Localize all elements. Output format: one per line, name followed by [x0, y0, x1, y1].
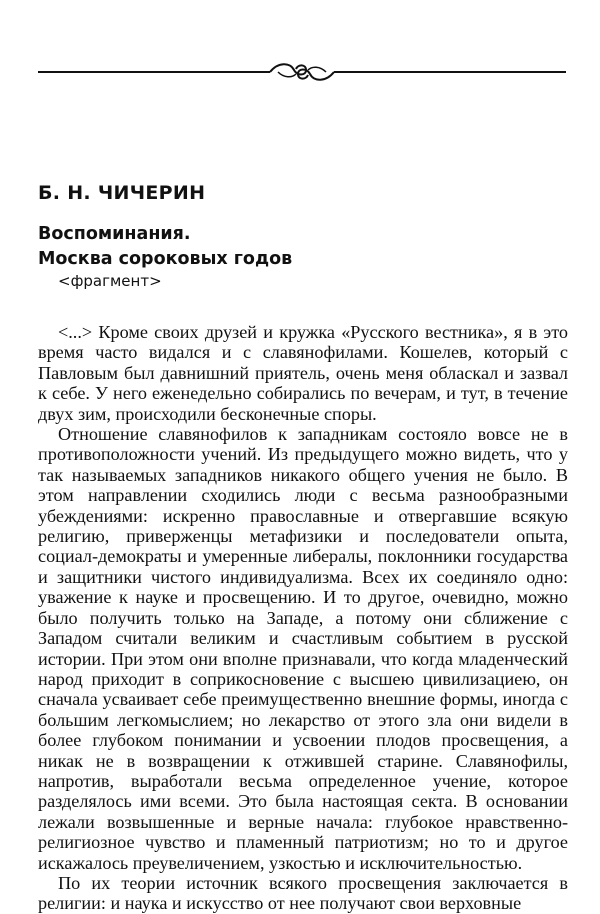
title-line-1: Воспоминания.	[38, 224, 191, 244]
subtitle: <фрагмент>	[58, 272, 162, 290]
paragraph: <...> Кроме своих друзей и кружка «Русского вестника», я в это время часто видался и с славянофилами. Кошелев, который с Павловым был давнишний приятель, очень меня обласкал и зазвал к себе. У него еженедельно собирались по вечерам, и тут, в течение двух зим, происходили бесконечные споры.	[38, 322, 568, 424]
article-title	[38, 222, 292, 272]
paragraph: По их теории источник всякого просвещения заключается в религии: и наука и искусство от нее получают свои верховные	[38, 872, 568, 914]
body-text	[38, 322, 568, 914]
ornament-divider	[38, 58, 566, 86]
author-name: Б. Н. ЧИЧЕРИН	[38, 182, 206, 204]
title-line-2: Москва сороковых годов	[38, 249, 293, 269]
paragraph: Отношение славянофилов к западникам состояло вовсе не в противоположности учений. Из предыдущего можно видеть, что у так называемых западников никакого общего учения не было. В этом направлении сходились люди с весьма разнообразными убеждениями: искренно православные и отвергавшие всякую религию, приверженцы метафизики и последователи опыта, социал-демократы и умеренные либералы, поклонники государства и защитники чистого индивидуализма. Всех их соединяло одно: уважение к науке и просвещению. И то другое, очевидно, можно было получить только на Западе, а потому они сближение с Западом считали великим и счастливым событием в русской истории. При этом они вполне признавали, что когда младенческий народ приходит в соприкосновение с высшею цивилизациею, он сначала усваивает себе преимущественно внешние формы, иногда с большим легкомыслием; но лекарство от этого зла они видели в более глубоком понимании и усвоении плодов просвещения, а никак не в возвращении к отжившей старине. Славянофилы, напротив, выработали весьма определенное учение, которое разделялось ими всеми. Это была настоящая секта. В основании лежали возвышенные и верные начала: глубокое нравственно-религиозное чувство и пламенный патриотизм; но то и другое искажалось преувеличением, узкостью и исключительностью.	[38, 424, 568, 873]
